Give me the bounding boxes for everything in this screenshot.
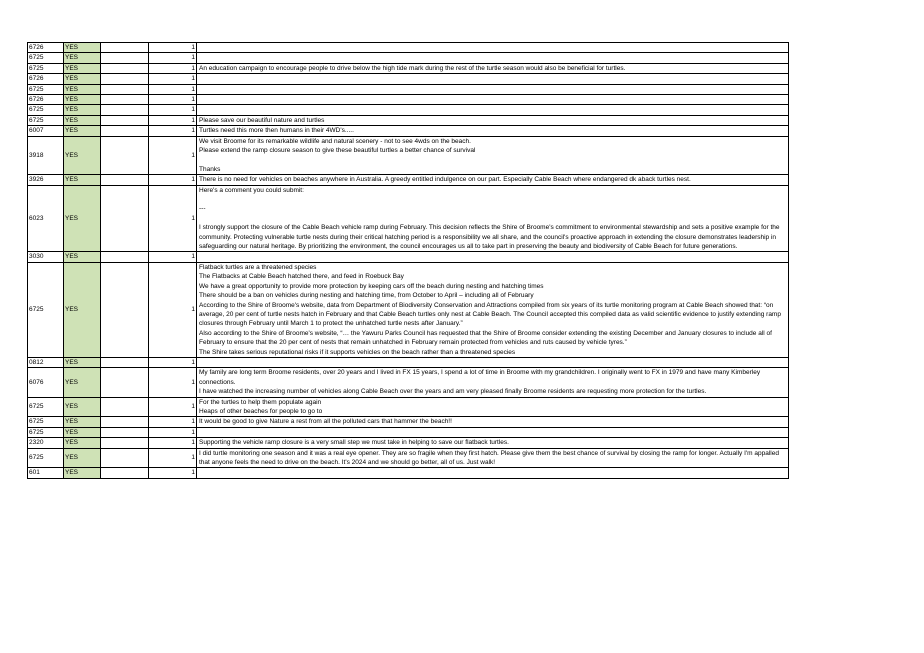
postcode-cell[interactable]: 3918: [28, 136, 64, 175]
empty-cell[interactable]: [101, 43, 149, 53]
comment-line: The Shire takes serious reputational risks if it supports vehicles on the beach rather than a threatened species: [199, 348, 516, 356]
comment-cell[interactable]: [197, 185, 789, 252]
comment-cell[interactable]: [197, 95, 789, 105]
empty-cell[interactable]: [101, 252, 149, 262]
table-row: [28, 262, 789, 357]
table-row: [28, 43, 789, 53]
postcode-cell[interactable]: 6725: [28, 427, 64, 437]
table-row: [28, 136, 789, 175]
postcode-cell[interactable]: 0812: [28, 357, 64, 367]
postcode-cell[interactable]: 601: [28, 468, 64, 478]
support-cell[interactable]: YES: [64, 115, 101, 125]
empty-comment: [199, 105, 786, 114]
support-cell[interactable]: YES: [64, 74, 101, 84]
count-cell[interactable]: 1: [149, 417, 197, 427]
comment-line: We have a great opportunity to provide more protection by keeping cars off the beach during nesting and hatching times: [199, 282, 544, 290]
table-row: [28, 252, 789, 262]
empty-cell[interactable]: [101, 438, 149, 448]
comment-line: There should be a ban on vehicles during nesting and hatching time, from October to April – including all of February: [199, 292, 534, 300]
count-cell[interactable]: 1: [149, 115, 197, 125]
count-cell[interactable]: 1: [149, 74, 197, 84]
support-cell[interactable]: YES: [64, 84, 101, 94]
count-cell[interactable]: 1: [149, 175, 197, 185]
postcode-cell[interactable]: 6725: [28, 105, 64, 115]
comment-cell[interactable]: [197, 74, 789, 84]
count-cell[interactable]: 1: [149, 252, 197, 262]
comment-cell[interactable]: [197, 397, 789, 417]
empty-cell[interactable]: [101, 126, 149, 136]
support-cell[interactable]: YES: [64, 262, 101, 357]
comment-line: An education campaign to encourage people to drive below the high tide mark during the rest of the turtle season would also be beneficial for turtles.: [199, 64, 626, 72]
support-cell[interactable]: YES: [64, 63, 101, 73]
count-cell[interactable]: 1: [149, 357, 197, 367]
table-row: [28, 126, 789, 136]
support-cell[interactable]: YES: [64, 185, 101, 252]
table-row: [28, 84, 789, 94]
table-row: [28, 397, 789, 417]
comment-line: I did turtle monitoring one season and it was a real eye opener. They are so fragile when they first hatch. Please give them the best chance of survival by closing the ramp for longer. Actually I'm appalled that anyone feels the need to drive on the beach. It's 2024 and we should go better, all of us. Just walk!: [199, 449, 779, 467]
table-row: [28, 438, 789, 448]
table-row: [28, 175, 789, 185]
empty-comment: [199, 468, 786, 477]
empty-comment: [199, 74, 786, 83]
postcode-cell[interactable]: 6725: [28, 115, 64, 125]
comment-cell[interactable]: [197, 448, 789, 468]
comment-cell[interactable]: [197, 427, 789, 437]
comment-line: It would be good to give Nature a rest from all the polluted cars that hammer the beach!!: [199, 418, 452, 426]
comment-line: There is no need for vehicles on beaches anywhere in Australia. A greedy entitled indulgence on our part. Especially Cable Beach where endangered dk aback turtles nest.: [199, 176, 691, 184]
support-cell[interactable]: YES: [64, 448, 101, 468]
empty-cell[interactable]: [101, 448, 149, 468]
comment-line: We visit Broome for its remarkable wildlife and natural scenery - not to see 4wds on the beach.: [199, 137, 471, 145]
count-cell[interactable]: 1: [149, 136, 197, 175]
postcode-cell[interactable]: 6023: [28, 185, 64, 252]
empty-cell[interactable]: [101, 115, 149, 125]
empty-comment: [199, 43, 786, 52]
empty-comment: [199, 428, 786, 437]
empty-cell[interactable]: [101, 357, 149, 367]
comment-cell[interactable]: [197, 417, 789, 427]
table-row: [28, 448, 789, 468]
comment-line: Here's a comment you could submit:: [199, 186, 304, 194]
comment-cell[interactable]: [197, 262, 789, 357]
comment-cell[interactable]: [197, 43, 789, 53]
table-row: [28, 105, 789, 115]
postcode-cell[interactable]: 3926: [28, 175, 64, 185]
count-cell[interactable]: 1: [149, 397, 197, 417]
comment-cell[interactable]: [197, 468, 789, 478]
support-cell[interactable]: YES: [64, 136, 101, 175]
count-cell[interactable]: 1: [149, 53, 197, 63]
postcode-cell[interactable]: 6726: [28, 95, 64, 105]
count-cell[interactable]: 1: [149, 63, 197, 73]
empty-cell[interactable]: [101, 136, 149, 175]
empty-cell[interactable]: [101, 368, 149, 397]
comment-line: [199, 155, 786, 164]
count-cell[interactable]: 1: [149, 95, 197, 105]
comment-cell[interactable]: [197, 175, 789, 185]
comment-line: According to the Shire of Broome's website, data from Department of Biodiversity Conservation and Attractions compiled from six years of its turtle monitoring program at Cable Beach showed that: “on average, 20 per cent of turtle nests hatch in February and that Cable Beach turtles only nest at Cable Beach. The Council accepted this compiled data as valid scientific evidence to justify extending ramp closures through February until March 1 to protect the unhatched turtle nests after January.”: [199, 301, 781, 328]
postcode-cell[interactable]: 6725: [28, 53, 64, 63]
postcode-cell[interactable]: 2320: [28, 438, 64, 448]
support-cell[interactable]: YES: [64, 468, 101, 478]
table-row: [28, 95, 789, 105]
empty-comment: [199, 85, 786, 94]
submissions-table: [27, 42, 789, 479]
empty-cell[interactable]: [101, 397, 149, 417]
support-cell[interactable]: YES: [64, 175, 101, 185]
table-row: [28, 357, 789, 367]
count-cell[interactable]: 1: [149, 126, 197, 136]
postcode-cell[interactable]: 6726: [28, 74, 64, 84]
table-row: [28, 74, 789, 84]
empty-cell[interactable]: [101, 63, 149, 73]
comment-line: Heaps of other beaches for people to go to: [199, 407, 323, 415]
empty-cell[interactable]: [101, 417, 149, 427]
comment-line: [199, 195, 786, 204]
support-cell[interactable]: YES: [64, 417, 101, 427]
support-cell[interactable]: YES: [64, 438, 101, 448]
table-row: [28, 468, 789, 478]
count-cell[interactable]: 1: [149, 105, 197, 115]
support-cell[interactable]: YES: [64, 43, 101, 53]
postcode-cell[interactable]: 3030: [28, 252, 64, 262]
support-cell[interactable]: YES: [64, 397, 101, 417]
empty-cell[interactable]: [101, 53, 149, 63]
comment-line: Please save our beautiful nature and turtles: [199, 116, 325, 124]
comment-line: Flatback turtles are a threatened species: [199, 263, 317, 271]
comment-line: I have watched the increasing number of vehicles along Cable Beach over the years and am very pleased finally Broome residents are requesting more protection for the turtles.: [199, 388, 707, 396]
comment-cell[interactable]: [197, 126, 789, 136]
empty-comment: [199, 95, 786, 104]
postcode-cell[interactable]: 6725: [28, 262, 64, 357]
support-cell[interactable]: YES: [64, 126, 101, 136]
comment-cell[interactable]: [197, 357, 789, 367]
comment-line: Turtles need this more then humans in their 4WD's.....: [199, 127, 354, 135]
count-cell[interactable]: 1: [149, 368, 197, 397]
comment-line: For the turtles to help them populate again: [199, 398, 322, 406]
comment-line: Please extend the ramp closure season to give these beautiful turtles a better chance of survival: [199, 147, 476, 155]
table-row: [28, 417, 789, 427]
table-row: [28, 63, 789, 73]
postcode-cell[interactable]: 6076: [28, 368, 64, 397]
table-row: [28, 185, 789, 252]
table-row: [28, 427, 789, 437]
empty-cell[interactable]: [101, 262, 149, 357]
comment-line: Supporting the vehicle ramp closure is a very small step we must take in helping to save our flatback turtles.: [199, 439, 509, 447]
comment-line: ---: [199, 205, 206, 213]
empty-comment: [199, 53, 786, 62]
support-cell[interactable]: YES: [64, 427, 101, 437]
empty-comment: [199, 252, 786, 261]
empty-cell[interactable]: [101, 84, 149, 94]
empty-cell[interactable]: [101, 105, 149, 115]
comment-cell[interactable]: [197, 105, 789, 115]
support-cell[interactable]: YES: [64, 252, 101, 262]
postcode-cell[interactable]: 6725: [28, 63, 64, 73]
comment-line: My family are long term Broome residents, over 20 years and I lived in FX 15 years, I spend a lot of time in Broome with my grandchildren. I originally went to FX in 1979 and have many Kimberley connections.: [199, 369, 761, 386]
count-cell[interactable]: 1: [149, 468, 197, 478]
postcode-cell[interactable]: 6725: [28, 448, 64, 468]
comment-line: Thanks: [199, 165, 221, 173]
comment-cell[interactable]: [197, 252, 789, 262]
table-row: [28, 53, 789, 63]
empty-cell[interactable]: [101, 74, 149, 84]
count-cell[interactable]: 1: [149, 43, 197, 53]
comment-line: [199, 214, 786, 223]
empty-comment: [199, 358, 786, 367]
postcode-cell[interactable]: 6726: [28, 43, 64, 53]
postcode-cell[interactable]: 6725: [28, 417, 64, 427]
table-row: [28, 368, 789, 397]
support-cell[interactable]: YES: [64, 357, 101, 367]
count-cell[interactable]: 1: [149, 448, 197, 468]
count-cell[interactable]: 1: [149, 185, 197, 252]
support-cell[interactable]: YES: [64, 105, 101, 115]
comment-line: I strongly support the closure of the Cable Beach vehicle ramp during February. This decision reflects the Shire of Broome's commitment to environmental stewardship and sets a positive example for the community. Protecting vulnerable turtle nests during their critical hatching period is a responsibility we all share, and the council's proactive approach in extending the closure demonstrates leadership in safeguarding our natural heritage. By prioritizing the environment, the council encourages us all to take part in preserving the beauty and biodiversity of Cable Beach for future generations.: [199, 224, 780, 251]
empty-cell[interactable]: [101, 427, 149, 437]
postcode-cell[interactable]: 6007: [28, 126, 64, 136]
support-cell[interactable]: YES: [64, 95, 101, 105]
comment-line: Also according to the Shire of Broome's website, “… the Yawuru Parks Council has requested that the Shire of Broome consider extending the existing December and January closures to include all of February to ensure that the 20 per cent of nests that remain unhatched in February remain protected from vehicles and ruts caused by vehicle tyres.”: [199, 329, 772, 347]
comment-cell[interactable]: [197, 53, 789, 63]
empty-cell[interactable]: [101, 185, 149, 252]
comment-cell[interactable]: [197, 84, 789, 94]
submissions-body: [28, 43, 789, 479]
count-cell[interactable]: 1: [149, 262, 197, 357]
count-cell[interactable]: 1: [149, 84, 197, 94]
empty-cell[interactable]: [101, 95, 149, 105]
support-cell[interactable]: YES: [64, 368, 101, 397]
postcode-cell[interactable]: 6725: [28, 84, 64, 94]
comment-cell[interactable]: [197, 115, 789, 125]
comment-line: The Flatbacks at Cable Beach hatched there, and feed in Roebuck Bay: [199, 273, 404, 281]
comment-cell[interactable]: [197, 63, 789, 73]
comment-cell[interactable]: [197, 368, 789, 397]
count-cell[interactable]: 1: [149, 427, 197, 437]
empty-cell[interactable]: [101, 175, 149, 185]
comment-cell[interactable]: [197, 136, 789, 175]
support-cell[interactable]: YES: [64, 53, 101, 63]
comment-cell[interactable]: [197, 438, 789, 448]
empty-cell[interactable]: [101, 468, 149, 478]
table-row: [28, 115, 789, 125]
postcode-cell[interactable]: 6725: [28, 397, 64, 417]
count-cell[interactable]: 1: [149, 438, 197, 448]
